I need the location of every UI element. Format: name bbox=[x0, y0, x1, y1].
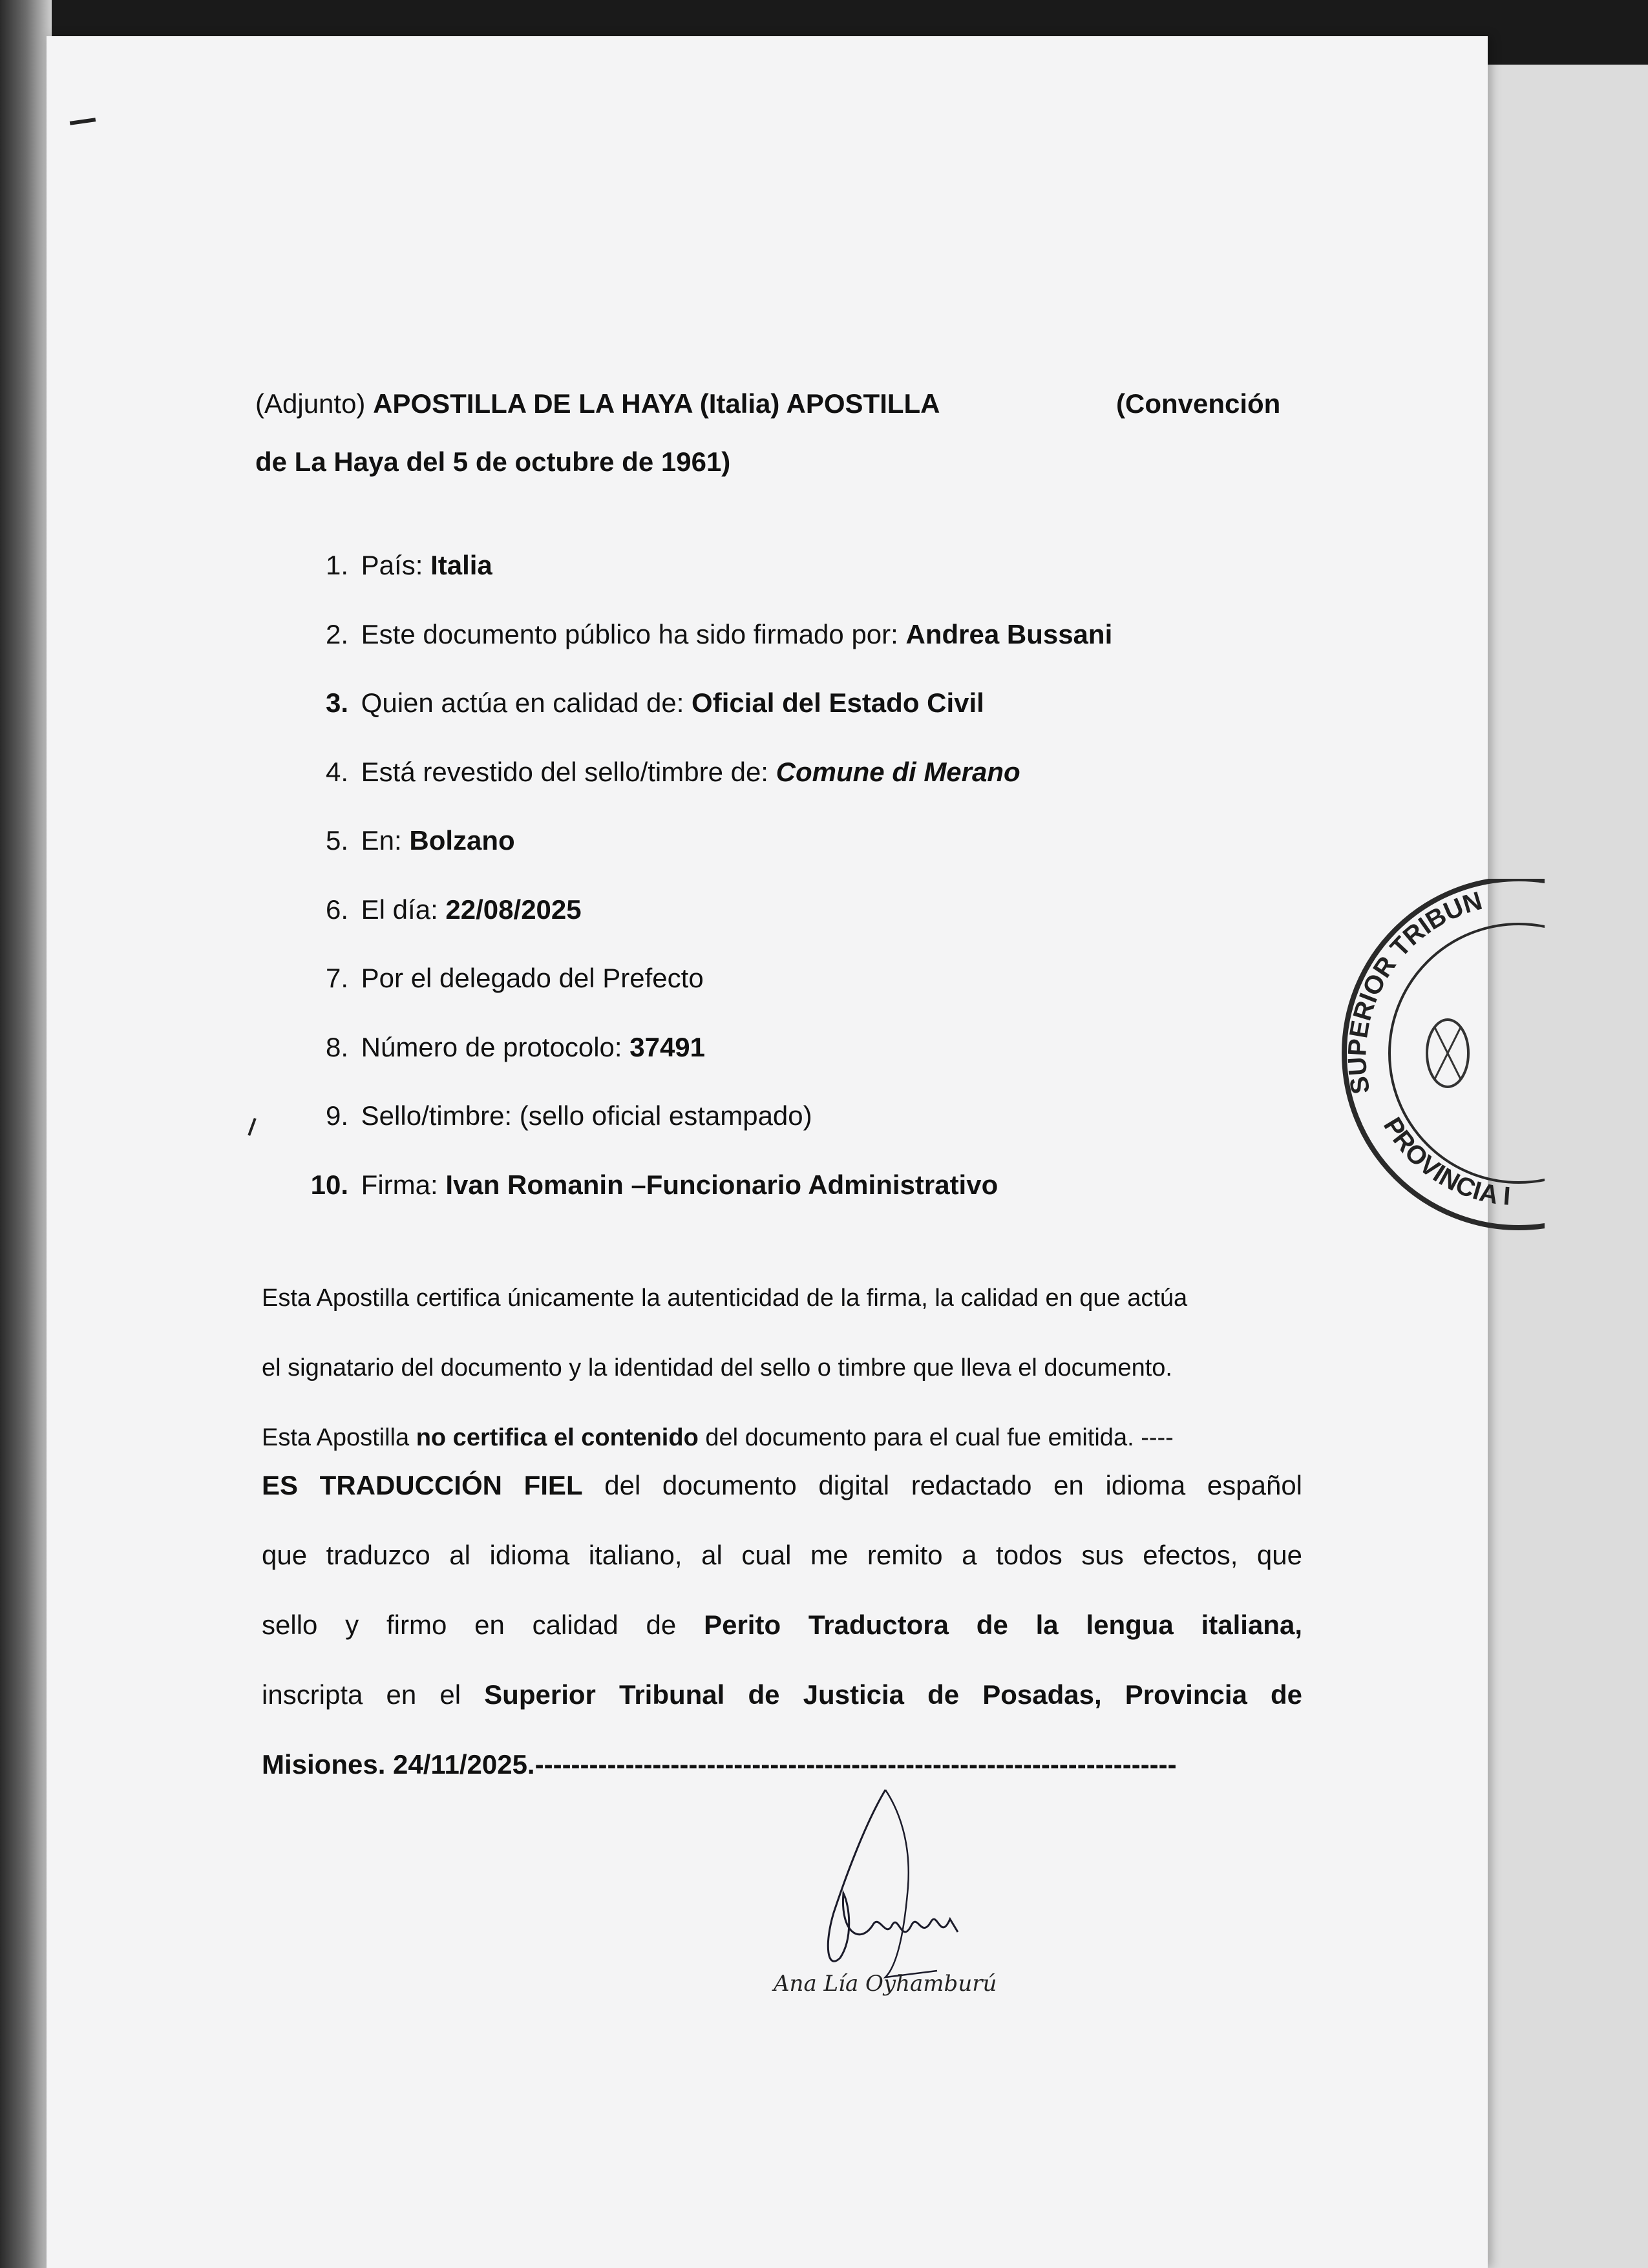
translation-text: sello y firmo en calidad de bbox=[262, 1610, 677, 1640]
field-label: Está revestido del sello/timbre de: bbox=[361, 756, 768, 787]
translation-line bbox=[262, 1660, 1302, 1730]
heading-convention-close: de La Haya del 5 de octubre de 1961) bbox=[255, 446, 731, 477]
field-label: Por el delegado del Prefecto bbox=[361, 963, 704, 993]
field-label: El día: bbox=[361, 894, 438, 925]
field-value: Oficial del Estado Civil bbox=[692, 688, 984, 718]
field-number: 3. bbox=[325, 688, 348, 718]
field-number: 9. bbox=[325, 1100, 348, 1131]
translation-date: Misiones. 24/11/2025. bbox=[262, 1749, 535, 1780]
svg-text:PROVINCIA I bbox=[1378, 1113, 1512, 1211]
scan-left-edge bbox=[0, 0, 52, 2268]
handwritten-signature bbox=[788, 1783, 982, 1990]
field-label: Sello/timbre: (sello oficial estampado) bbox=[361, 1100, 812, 1131]
heading-prefix: (Adjunto) bbox=[255, 388, 366, 419]
field-value: Ivan Romanin –Funcionario Administrativo bbox=[445, 1169, 998, 1200]
certification-text: del documento para el cual fue emitida. ---- bbox=[705, 1424, 1174, 1451]
field-item bbox=[294, 1093, 1393, 1162]
field-item bbox=[294, 1162, 1393, 1232]
svg-text:SUPERIOR TRIBUN bbox=[1343, 887, 1485, 1096]
field-number: 6. bbox=[325, 894, 348, 925]
field-item bbox=[294, 887, 1393, 956]
field-item bbox=[294, 1025, 1393, 1094]
field-item bbox=[294, 750, 1393, 819]
translation-emphasis: Perito Traductora de la lengua italiana, bbox=[704, 1610, 1302, 1640]
field-label: Este documento público ha sido firmado por: bbox=[361, 618, 898, 649]
field-label: Firma: bbox=[361, 1169, 438, 1200]
heading-title: APOSTILLA DE LA HAYA (Italia) APOSTILLA bbox=[373, 388, 940, 419]
field-value: Andrea Bussani bbox=[905, 618, 1113, 649]
field-label: País: bbox=[361, 550, 423, 580]
field-label: Quien actúa en calidad de: bbox=[361, 688, 684, 718]
field-item bbox=[294, 543, 1393, 612]
field-item bbox=[294, 818, 1393, 887]
official-stamp bbox=[1325, 879, 1545, 1241]
field-label: En: bbox=[361, 825, 402, 856]
stamp-text-top: SUPERIOR TRIBUN bbox=[1343, 886, 1486, 1097]
apostille-fields bbox=[294, 543, 1393, 1231]
translation-emphasis: Superior Tribunal de Justicia de Posadas, Provincia de bbox=[484, 1679, 1303, 1710]
translation-line: que traduzco al idioma italiano, al cual me remito a todos sus efectos, que bbox=[262, 1540, 1302, 1570]
translation-line bbox=[262, 1590, 1302, 1660]
field-number: 10. bbox=[310, 1169, 348, 1200]
field-number: 2. bbox=[325, 618, 348, 649]
signatory-name: Ana Lía Oyhamburú bbox=[774, 1971, 997, 1997]
certification-text: Esta Apostilla bbox=[262, 1424, 410, 1451]
translation-emphasis: ES TRADUCCIÓN FIEL bbox=[262, 1470, 583, 1500]
field-number: 5. bbox=[325, 825, 348, 856]
translation-line bbox=[262, 1730, 1302, 1800]
heading-convention-open: (Convención bbox=[1116, 388, 1281, 419]
translation-statement bbox=[262, 1451, 1302, 1800]
field-number: 7. bbox=[325, 963, 348, 993]
field-item bbox=[294, 612, 1393, 681]
field-item bbox=[294, 680, 1393, 750]
field-number: 8. bbox=[325, 1031, 348, 1062]
field-number: 4. bbox=[325, 756, 348, 787]
certification-line: el signatario del documento y la identidad del sello o timbre que lleva el documento. bbox=[262, 1354, 1172, 1381]
certification-line: Esta Apostilla certifica únicamente la autenticidad de la firma, la calidad en que actúa bbox=[262, 1285, 1188, 1312]
certification-emphasis: no certifica el contenido bbox=[416, 1424, 699, 1451]
field-value: Bolzano bbox=[409, 825, 515, 856]
translation-line bbox=[262, 1451, 1302, 1520]
field-number: 1. bbox=[325, 550, 348, 580]
field-value: 22/08/2025 bbox=[445, 894, 582, 925]
translation-text: inscripta en el bbox=[262, 1679, 461, 1710]
field-value: 37491 bbox=[629, 1031, 706, 1062]
field-item bbox=[294, 956, 1393, 1025]
translation-text: del documento digital redactado en idioma español bbox=[604, 1470, 1303, 1500]
field-value: Italia bbox=[430, 550, 492, 580]
field-value: Comune di Merano bbox=[776, 756, 1020, 787]
stamp-text-bottom: PROVINCIA I bbox=[1377, 1113, 1512, 1211]
coat-of-arms-icon bbox=[1427, 1020, 1468, 1087]
field-label: Número de protocolo: bbox=[361, 1031, 622, 1062]
translation-dashes: ----------------------------------------------------------------------- bbox=[534, 1749, 1177, 1780]
certification-paragraph bbox=[262, 1263, 1302, 1473]
